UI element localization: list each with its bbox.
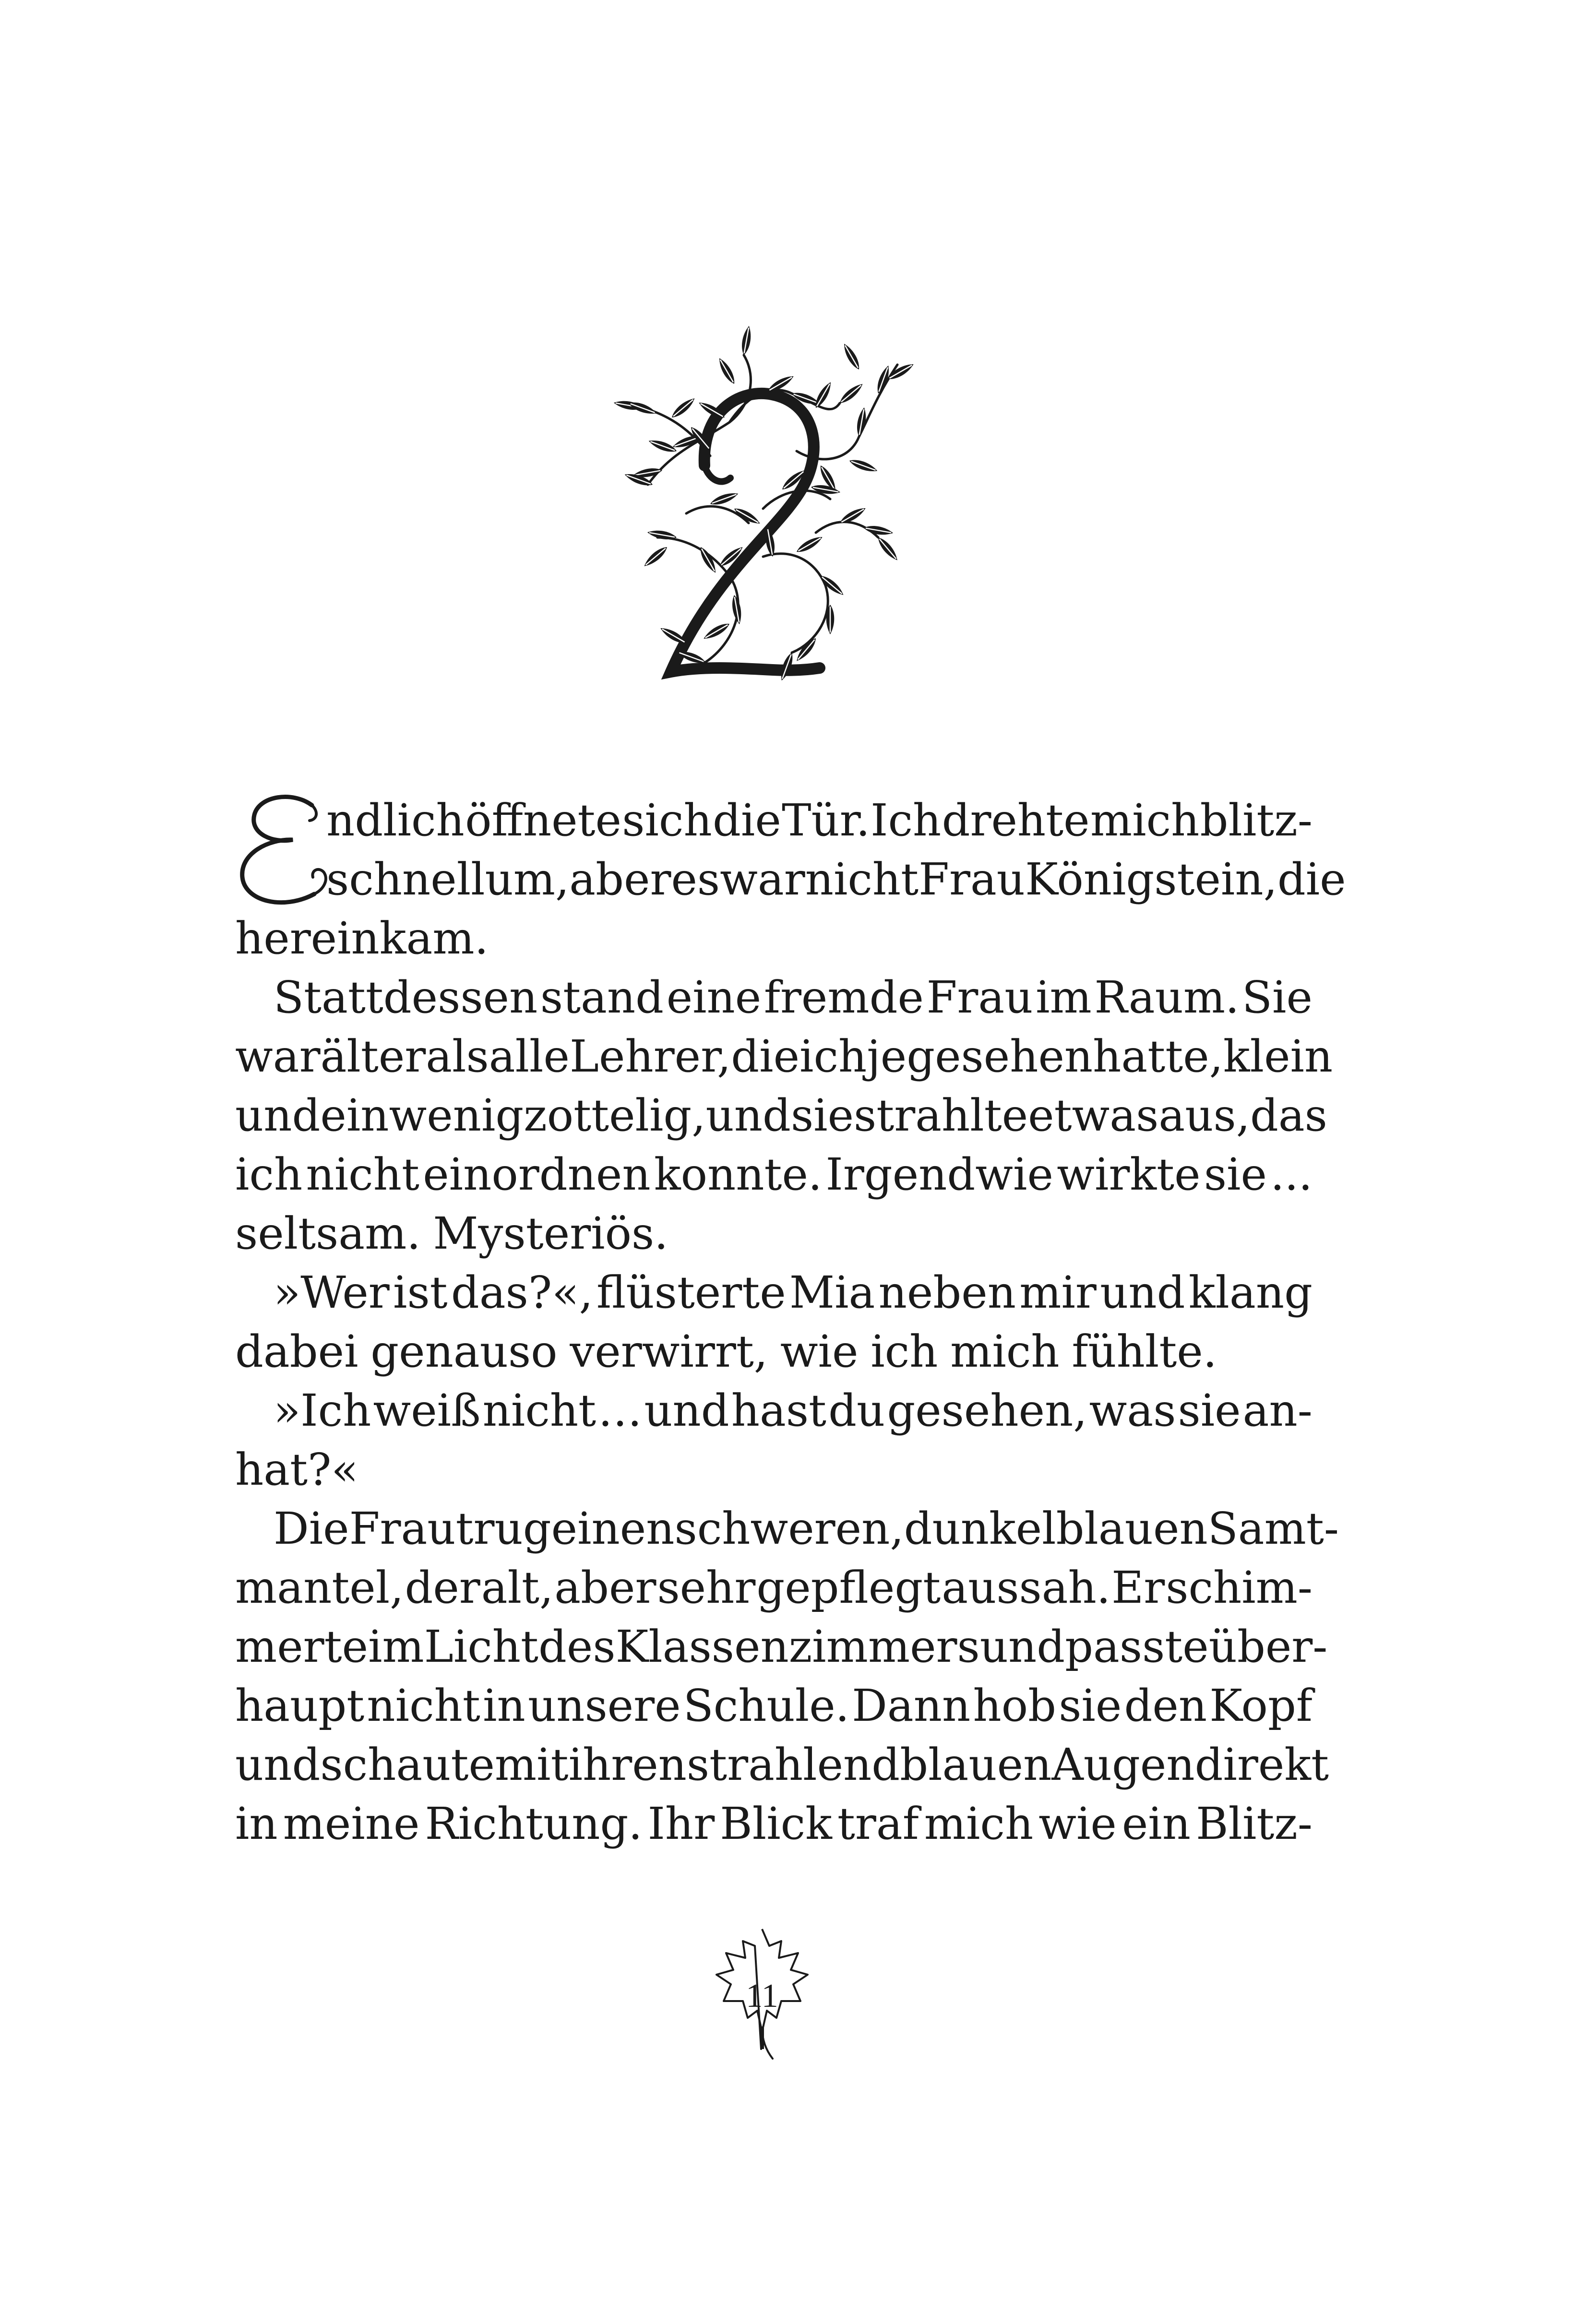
word: zottelig, [524,1090,706,1141]
word: über- [1208,1621,1328,1672]
word: Frau [919,854,1026,905]
text-line [235,1086,1327,1145]
drop-cap-letter-e [230,786,336,916]
word: in [235,1798,278,1849]
word: unsere [527,1680,681,1731]
word: schweren, [674,1503,904,1554]
word: mantel, [235,1562,404,1613]
text-line [235,909,1313,968]
word: des [538,1621,616,1672]
word: als [426,1031,489,1082]
paragraph [235,968,1333,1263]
word: aussah. [942,1562,1111,1613]
word: nicht [482,1385,597,1436]
word: Samt- [1207,1503,1339,1554]
word: einordnen [423,1149,651,1200]
word: die [713,795,781,846]
text-flow [235,791,1346,1853]
word: eine [666,972,762,1023]
word: hatte, [1093,1031,1223,1082]
word: wirkte [1057,1149,1201,1200]
word: an- [1242,1385,1313,1436]
word: hast [731,1385,827,1436]
word: ... [1270,1149,1313,1200]
word: ist [393,1267,448,1318]
word: Tür. [782,795,870,846]
word: genauso [370,1326,558,1377]
word: ndlich [326,795,465,846]
word: sie [1178,1385,1241,1436]
word: Schule. [683,1680,849,1731]
text-line [235,1381,1313,1440]
word: ich [235,1149,303,1200]
word: Frau [926,972,1033,1023]
word: merte [235,1621,369,1672]
text-line [235,1027,1333,1086]
word: Lehrer, [569,1031,731,1082]
word: neben [878,1267,1016,1318]
word: mich [950,1326,1060,1377]
word: gesehen, [887,1385,1087,1436]
text-line [235,1617,1328,1676]
word: ein [1122,1798,1191,1849]
word: sie [1059,1680,1122,1731]
word: mit [494,1739,569,1790]
text-line [235,1676,1313,1735]
word: Raum. [1094,972,1240,1023]
word: dunkelblauen [904,1503,1208,1554]
word: traf [837,1798,919,1849]
chapter-number-ornament-icon [590,307,926,720]
word: öffnete [465,795,621,846]
word: Stattdessen [274,972,538,1023]
word: Augen [1051,1739,1195,1790]
text-line [235,791,1313,850]
word: aber [554,1562,656,1613]
word: nicht [367,1680,480,1731]
word: Sie [1242,972,1313,1023]
word: passte [1065,1621,1209,1672]
word: die [731,1031,800,1082]
word: das?«, [451,1267,593,1318]
text-line [235,968,1313,1027]
paragraph [235,1263,1313,1381]
text-line [235,1499,1339,1558]
word: einen [551,1503,675,1554]
word: meine [283,1798,420,1849]
word: aus, [1158,1090,1250,1141]
word: trug [455,1503,551,1554]
word: Kopf [1209,1680,1313,1731]
word: was [1089,1385,1176,1436]
word: Er [1111,1562,1165,1613]
text-line [235,1735,1329,1794]
word: mich [924,1798,1034,1849]
word: stand [540,972,664,1023]
word: konnte. [654,1149,823,1200]
text-line [235,1322,1313,1381]
word: es [671,854,720,905]
text-line [235,1263,1313,1322]
word: sich [622,795,712,846]
word: und [644,1385,729,1436]
word: Die [274,1503,349,1554]
word: Königstein, [1025,854,1277,905]
word: Dann [852,1680,971,1731]
word: Blick [720,1798,832,1849]
page-folio [704,1924,820,2068]
word: fühlte. [1072,1326,1217,1377]
word: nicht [805,854,919,905]
word: schaute [320,1739,495,1790]
word: in [483,1680,525,1731]
word: »Ich [274,1385,371,1436]
word: Licht [424,1621,539,1672]
word: im [1036,972,1092,1023]
word: sie [1204,1149,1267,1200]
word: direkt [1194,1739,1329,1790]
word: alle [489,1031,570,1082]
word: war [720,854,805,905]
word: klang [1188,1267,1313,1318]
word: drehte [942,795,1090,846]
word: verwirrt, [570,1326,768,1377]
word: sehr [657,1562,756,1613]
word: haupt [235,1680,365,1731]
paragraph [235,1499,1339,1853]
word: du [828,1385,885,1436]
paragraph [235,1381,1313,1499]
word: Blitz- [1195,1798,1313,1849]
word: Mysteriös. [433,1208,668,1259]
page-number: 11 [746,1978,778,2014]
word: schnell [326,854,485,905]
word: klein [1223,1031,1333,1082]
word: strahlend [686,1739,900,1790]
word: strahlte [854,1090,1028,1141]
word: die [1277,854,1346,905]
word: ich [799,1031,867,1082]
word: Irgendwie [825,1149,1053,1200]
word: war [235,1031,321,1082]
word: Klassenzimmers [615,1621,980,1672]
word: gesehen [907,1031,1093,1082]
word: nicht [306,1149,419,1200]
word: Mia [789,1267,875,1318]
word: blitz- [1200,795,1313,846]
word: ihren [568,1739,687,1790]
word: Ich [871,795,942,846]
word: aber [569,854,671,905]
word: ein [320,1090,389,1141]
word: weiß [373,1385,481,1436]
word: blauen [900,1739,1052,1790]
word: und [705,1090,791,1141]
word: fremde [764,972,924,1023]
word: wie [780,1326,859,1377]
chapter-body-text [235,791,1346,1853]
word: wie [1038,1798,1117,1849]
word: im [368,1621,424,1672]
word: Richtung. [425,1798,643,1849]
word: und [979,1621,1065,1672]
word: älter [320,1031,426,1082]
text-line [235,850,1346,909]
word: mir [1019,1267,1097,1318]
text-line [235,1558,1313,1617]
word: hereinkam. [235,913,489,964]
text-line [235,1204,1313,1263]
word: schim- [1166,1562,1313,1613]
word: hat?« [235,1444,358,1495]
word: hob [973,1680,1056,1731]
word: »Wer [274,1267,390,1318]
word: dabei [235,1326,358,1377]
word: mich [1090,795,1200,846]
text-line [235,1440,1313,1499]
word: gepflegt [756,1562,941,1613]
word: sie [790,1090,854,1141]
word: der [405,1562,480,1613]
word: ich [871,1326,938,1377]
word: … [598,1385,643,1436]
word: wenig [389,1090,524,1141]
word: alt, [481,1562,554,1613]
text-line [235,1794,1313,1853]
word: das [1250,1090,1327,1141]
text-line [235,1145,1313,1204]
word: Frau [349,1503,456,1554]
word: etwas [1028,1090,1159,1141]
word: und [1100,1267,1185,1318]
word: Ihr [647,1798,715,1849]
word: und [235,1090,321,1141]
word: und [235,1739,321,1790]
word: seltsam. [235,1208,421,1259]
word: je [867,1031,907,1082]
word: um, [485,854,570,905]
paragraph [235,791,1346,968]
word: den [1124,1680,1207,1731]
word: flüsterte [597,1267,786,1318]
